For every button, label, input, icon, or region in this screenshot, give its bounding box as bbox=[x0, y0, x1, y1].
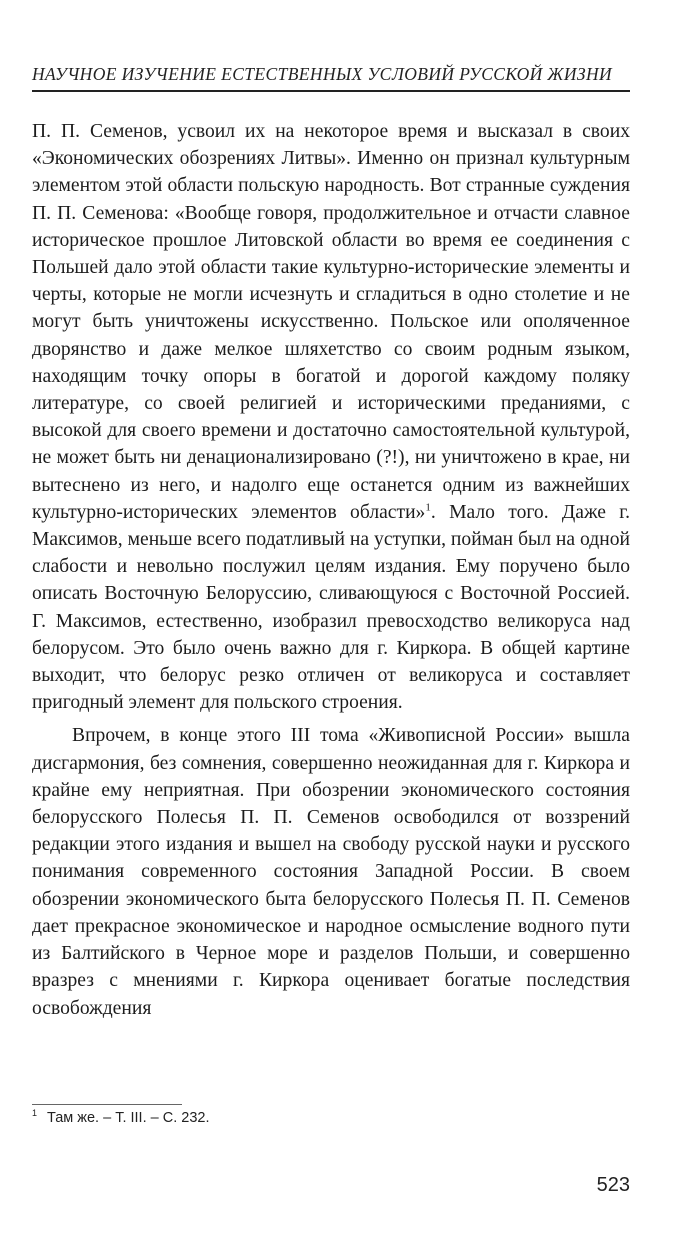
paragraph-1 bbox=[32, 118, 630, 716]
paragraph-2: Впрочем, в конце этого III тома «Живописной России» вышла дисгармония, без сомнения, совершенно неожиданная для г. Киркора и крайне ему неприятная. При обозрении экономического состояния белорусского Полесья П. П. Семенов освободился от воззрений редакции этого издания и вышел на свободу русской науки и русского понимания современного состояния Западной России. В своем обозрении экономического быта белорусского Полесья П. П. Семенов дает прекрасное экономическое и народное осмысление водного пути из Балтийского в Черное море и разделов Польши, и совершенно вразрез с мнениями г. Киркора оценивает богатые последствия освобождения bbox=[32, 725, 630, 1019]
footnote-text: Там же. – Т. III. – С. 232. bbox=[47, 1110, 210, 1126]
paragraph-1-text: П. П. Семенов, усвоил их на некоторое время и высказал в своих «Экономических обозрениях Литвы». Именно он признал культурным элементом этой области польскую народность. Вот странные суждения П. П. Семенова: «Вообще говоря, продолжительное и отчасти славное историческое прошлое Литовской области во время ее соединения с Польшей дало этой области такие культурно-исторические элементы и черты, которые не могли исчезнуть и сгладиться в одно столетие и не могут быть уничтожены искусственно. Польское или ополяченное дворянство и даже мелкое шляхетство со своим родным языком, находящим точку опоры в богатой и дорогой каждому поляку литературе, со своей религией и историческими преданиями, с высокой для своего времени и достаточно самостоятельной культурой, не может быть ни денационализировано (?!), ни уничтожено в крае, ни вытеснено из него, и надолго еще останется одним из важнейших культурно-исторических элементов области» bbox=[32, 121, 630, 523]
main-text bbox=[32, 118, 630, 1022]
running-header: НАУЧНОЕ ИЗУЧЕНИЕ ЕСТЕСТВЕННЫХ УСЛОВИЙ РУССКОЙ ЖИЗНИ bbox=[32, 64, 613, 84]
footnote-rule bbox=[32, 1104, 182, 1105]
header-rule bbox=[32, 90, 630, 92]
paragraph-1-continuation: . Мало того. Даже г. Максимов, меньше всего податливый на уступки, пойман был на одной слабости и невольно послужил целям издания. Ему поручено было описать Восточную Белоруссию, сливающуюся с Восточной Россией. Г. Максимов, естественно, изобразил превосходство великоруса над белорусом. Это было очень важно для г. Киркора. В общей картине выходит, что белорус резко отличен от великоруса и составляет пригодный элемент для польского строения. bbox=[32, 501, 631, 714]
page-number: 523 bbox=[596, 1174, 630, 1196]
footnote-marker: 1 bbox=[32, 1108, 38, 1119]
footnote bbox=[32, 1110, 630, 1126]
footnote-reference: 1 bbox=[425, 501, 431, 514]
